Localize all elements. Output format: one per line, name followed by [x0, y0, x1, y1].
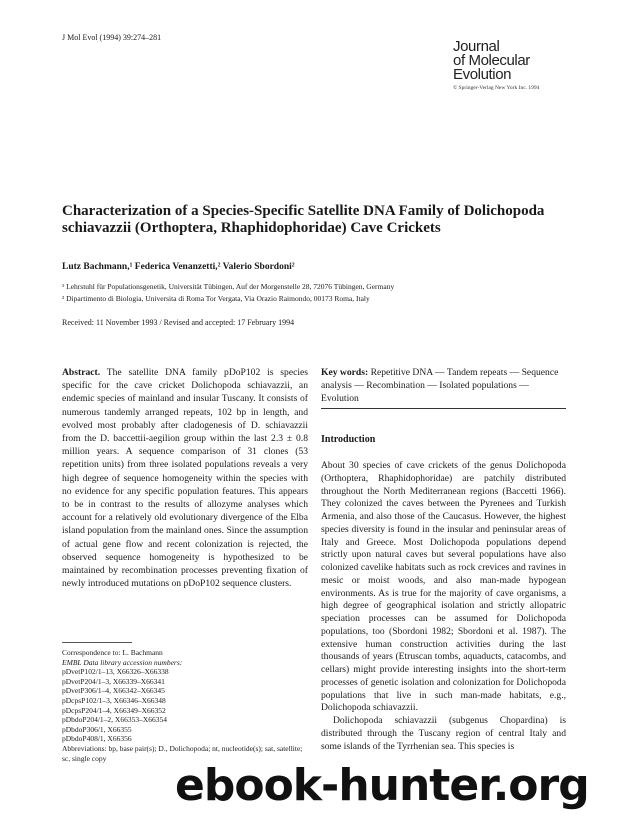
accession-item: pDvetP306/1–4, X66342–X66345 — [62, 686, 165, 696]
keywords-label: Key words: — [321, 367, 369, 378]
paragraph: Dolichopoda schiavazzii (subgenus Chopardina) is distributed through the Tuscany region of central Italy and some islands of the Tyrrhenian sea. This species is — [321, 715, 566, 752]
affiliation-2: ² Dipartimento di Biologia, Universita di Roma Tor Vergata, Via Orazio Raimondo, 00173 Roma, Italy — [62, 294, 370, 303]
accession-item: pDcpsP102/1–3, X66346–X66348 — [62, 695, 166, 705]
journal-citation: J Mol Evol (1994) 39:274–281 — [62, 33, 162, 42]
paragraph: About 30 species of cave crickets of the genus Dolichopoda (Orthoptera, Rhaphidophoridae) are patchily distributed throughout the North Mediterranean regions (Baccetti 1966). They colonized the caves between the Pyrenees and Turkish Armenia, and also those of the Caucasus. However, the highest species diversity is found in the insular and peninsular areas of Italy and Greece. Most Dolichopoda populations depend strictly upon natural caves but several populations have also colonized cavelike habitats such as rock crevices and ravines in mesic or moist woods, and also man-made hypogean environments. As is true for the majority of cave organisms, a high degree of geographical isolation and strictly allopatric speciation processes can be assumed for Dolichopoda populations, too (Sbordoni 1982; Sbordoni et al. 1987). The extensive human construction activities during the last thousands of years (Etruscan tombs, aquaducts, catacombs, and cellars) might provide interesting insights into the short-term processes of genetic isolation and colonization for Dolichopoda populations that live in such man-made habitats, e.g., Dolichopoda schiavazzii. — [321, 460, 566, 714]
journal-logo-line: Evolution — [453, 66, 512, 83]
author-list: Lutz Bachmann,¹ Federica Venanzetti,² Valerio Sbordoni² — [62, 262, 295, 272]
accession-item: pDbdoP306/1, X66355 — [62, 724, 132, 734]
accession-item: pDbdoP408/1, X66356 — [62, 734, 132, 744]
accession-item: pDcpsP204/1–4, X66349–X66352 — [62, 705, 166, 715]
copyright-notice: © Springer-Verlag New York Inc. 1994 — [453, 85, 540, 91]
footnote-divider — [62, 642, 132, 643]
article-title: Characterization of a Species-Specific Satellite DNA Family of Dolichopoda schiavazzii (Orthoptera, Rhaphidophoridae) Cave Crickets — [62, 203, 545, 236]
abbreviations-note: Abbreviations: bp, base pair(s); D., Dolichopoda; nt, nucleotide(s); sat, satellite; sc, single copy — [62, 743, 303, 763]
keywords-text: Repetitive DNA — Tandem repeats — Sequence analysis — Recombination — Isolated populations — Evolution — [321, 367, 559, 405]
abstract-label: Abstract. — [62, 367, 101, 378]
section-heading-introduction: Introduction — [321, 434, 376, 445]
accession-item: pDbdoP204/1–2, X66353–X66354 — [62, 715, 168, 725]
accession-item: pDvetP102/1–13, X66326–X66338 — [62, 667, 169, 677]
affiliation-1: ¹ Lehrstuhl für Populationsgenetik, Universität Tübingen, Auf der Morgenstelle 28, 72076 Tübingen, Germany — [62, 282, 395, 291]
journal-logo-line: Journal — [453, 38, 500, 55]
journal-logo — [453, 40, 603, 91]
introduction-body — [321, 460, 566, 753]
correspondence-note: Correspondence to: L. Bachmann — [62, 648, 163, 657]
watermark: ebook-hunter.org — [175, 760, 589, 811]
footnotes — [62, 648, 310, 763]
abstract — [62, 366, 308, 590]
accession-list — [62, 667, 310, 744]
abstract-text: The satellite DNA family pDoP102 is species specific for the cave cricket Dolichopoda schiavazzii, an endemic species of mainland and insular Tuscany. It consists of numerous tandemly arranged repeats, 102 bp in length, and evolved most probably after cladogenesis of D. schiavazzii from the D. baccettii-aegilion group within the last 2.3 ± 0.8 million years. A sequence comparison of 31 clones (53 repetition units) from three isolated populations reveals a very high degree of sequence homogeneity within the species with no evidence for any specific population features. This appears to be in contrast to the results of allozyme analyses which account for a relatively old evolutionary divergence of the Elba island population from the mainland ones. Since the assumption of actual gene flow and recent colonization is rejected, the observed sequence homogeneity is hypothesized to be maintained by recombination processes preventing fixation of newly introduced mutations on pDoP102 sequence clusters. — [62, 367, 308, 590]
embl-header: EMBL Data library accession numbers: — [62, 657, 183, 667]
keywords-divider — [321, 408, 566, 409]
keywords — [321, 366, 566, 406]
journal-logo-line: of Molecular — [453, 52, 530, 69]
received-dates: Received: 11 November 1993 / Revised and accepted: 17 February 1994 — [62, 318, 295, 327]
accession-item: pDvetP204/1–3, X66339–X66341 — [62, 676, 165, 686]
